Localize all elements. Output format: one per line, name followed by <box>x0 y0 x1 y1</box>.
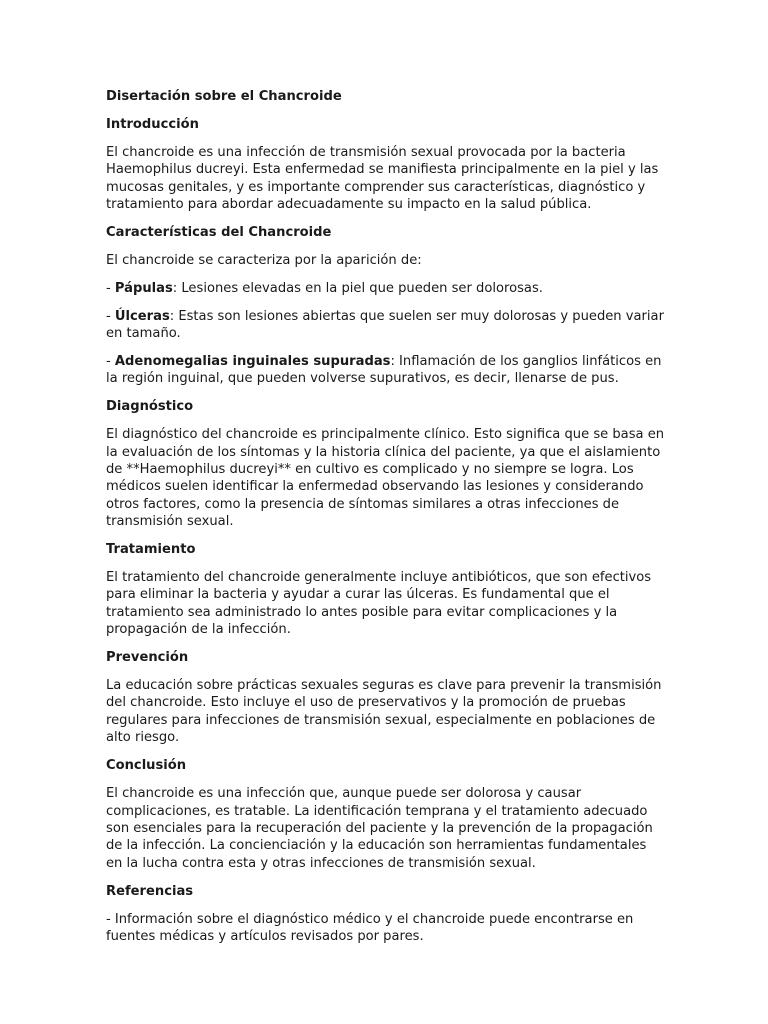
term-ulcers: Úlceras <box>114 308 170 324</box>
bullet-prefix: - <box>106 280 115 296</box>
prevention-paragraph: La educación sobre prácticas sexuales seguras es clave para prevenir la transmisión del chancroide. Esto incluye el uso de preservativos y la promoción de pruebas regulares para infecciones de transmisión sexual, especialmente en poblaciones de alto riesgo. <box>106 678 662 746</box>
section-heading-prevention: Prevención <box>106 650 189 666</box>
section-heading-introduction: Introducción <box>106 116 199 132</box>
bullet-prefix: - <box>106 308 115 324</box>
characteristic-item-ulcers <box>106 308 666 343</box>
conclusion-paragraph: El chancroide es una infección que, aunque puede ser dolorosa y causar complicaciones, es tratable. La identificación temprana y el tratamiento adecuado son esenciales para la recuperación del paciente y la prevención de la propagación de la infección. La concienciación y la educación son herramientas fundamentales en la lucha contra esta y otras infecciones de transmisión sexual. <box>106 786 653 871</box>
definition-adenomegaly: : Inflamación de los ganglios linfáticos en la región inguinal, que pueden volverse supurativos, es decir, llenarse de pus. <box>106 353 662 387</box>
introduction-paragraph: El chancroide es una infección de transmisión sexual provocada por la bacteria Haemophilus ducreyi. Esta enfermedad se manifiesta principalmente en la piel y las mucosas genitales, y es importante comprender sus características, diagnóstico y tratamiento para abordar adecuadamente su impacto en la salud pública. <box>106 144 659 213</box>
section-heading-treatment: Tratamiento <box>106 542 196 558</box>
references-paragraph: - Información sobre el diagnóstico médico y el chancroide puede encontrarse en fuentes médicas y artículos revisados por pares. <box>106 911 634 944</box>
section-heading-references: Referencias <box>106 883 194 899</box>
section-heading-characteristics: Características del Chancroide <box>106 224 332 240</box>
term-adenomegaly: Adenomegalias inguinales supuradas <box>114 353 391 369</box>
definition-papules: : Lesiones elevadas en la piel que pueden ser dolorosas. <box>172 280 543 296</box>
document-title: Disertación sobre el Chancroide <box>106 89 342 104</box>
term-papules: Pápulas <box>114 280 173 296</box>
treatment-paragraph: El tratamiento del chancroide generalmente incluye antibióticos, que son efectivos para eliminar la bacteria y ayudar a curar las úlceras. Es fundamental que el tratamiento sea administrado lo antes posible para evitar complicaciones y la propagación de la infección. <box>106 570 652 638</box>
diagnosis-paragraph: El diagnóstico del chancroide es principalmente clínico. Esto significa que se basa en la evaluación de los síntomas y la historia clínica del paciente, ya que el aislamiento de **Haemophilus ducreyi** en cultivo es complicado y no siempre se logra. Los médicos suelen identificar la enfermedad observando las lesiones y considerando otros factores, como la presencia de síntomas similares a otras infecciones de transmisión sexual. <box>106 427 665 530</box>
definition-ulcers: : Estas son lesiones abiertas que suelen ser muy dolorosas y pueden variar en tamaño. <box>106 308 664 342</box>
characteristic-item-adenomegaly <box>106 353 666 388</box>
characteristics-lead: El chancroide se caracteriza por la aparición de: <box>106 252 422 268</box>
section-heading-conclusion: Conclusión <box>106 758 187 774</box>
document-body <box>106 88 666 956</box>
bullet-prefix: - <box>106 353 115 369</box>
section-heading-diagnosis: Diagnóstico <box>106 399 194 415</box>
characteristic-item-papules <box>106 280 666 297</box>
